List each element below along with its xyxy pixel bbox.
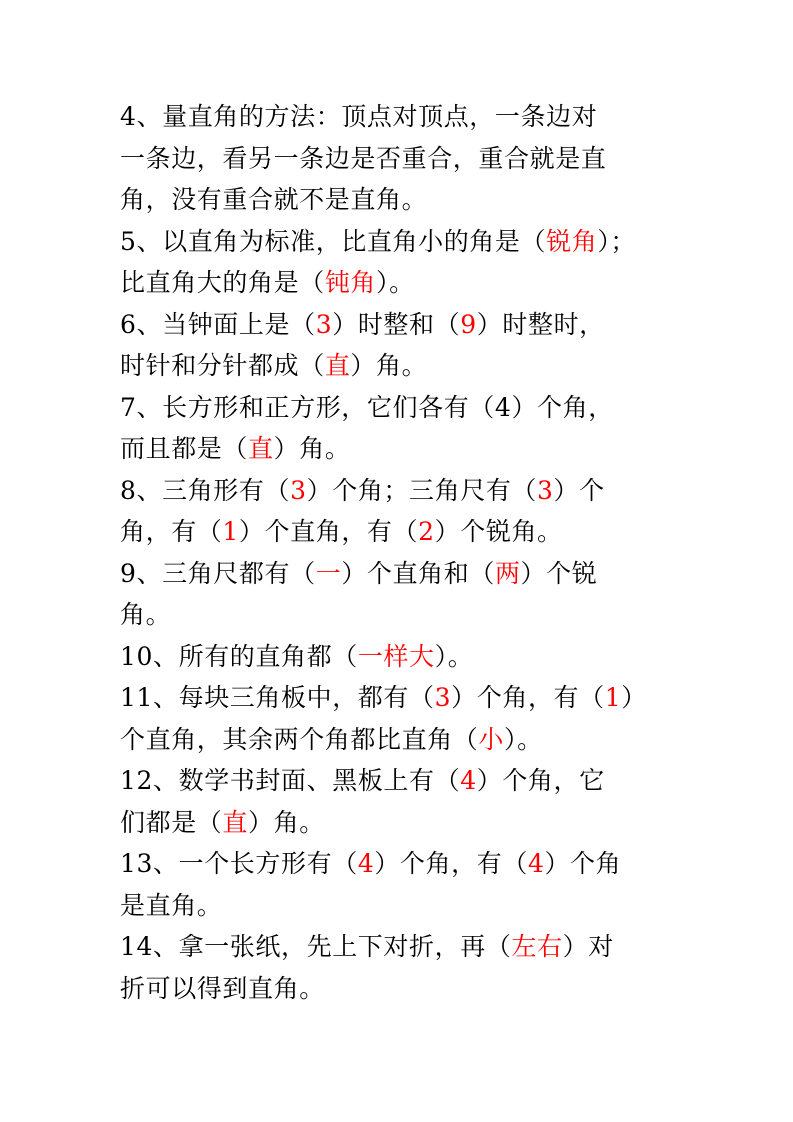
- question-text: 5、以直角为标准，比直角小的角是（: [120, 226, 547, 256]
- answer-text: 1: [222, 517, 239, 546]
- answer-text: 锐角: [546, 226, 598, 256]
- question-text: 6、当钟面上是（: [120, 309, 316, 339]
- question-text: ）个角，有（: [374, 849, 528, 878]
- question-text: 折可以得到直角。: [120, 973, 325, 1003]
- question-text: 11、每块三角板中，都有（: [120, 683, 435, 712]
- question-text: 角。: [120, 600, 172, 629]
- question-text: ）个角: [544, 849, 622, 878]
- document-body: [120, 96, 680, 1009]
- question-text: ）个: [553, 475, 605, 505]
- answer-text: 1: [604, 683, 622, 712]
- question-text: ）时整时，: [476, 309, 605, 339]
- answer-text: 直: [222, 807, 249, 837]
- answer-text: 3: [290, 475, 307, 505]
- question-text: 9、三角尺都有（: [120, 558, 316, 588]
- question-text: 8、三角形有（: [120, 475, 291, 505]
- text-line: [120, 636, 680, 678]
- question-text: 13、一个长方形有（: [120, 849, 358, 878]
- question-text: ）个直角，有（: [238, 517, 419, 546]
- question-text: 比直角大的角是（: [120, 268, 325, 297]
- text-line: [120, 179, 680, 221]
- question-text: 一条边，看另一条边是否重合，重合就是直: [120, 143, 607, 173]
- answer-text: 一: [315, 558, 342, 588]
- question-text: ）角。: [350, 351, 428, 380]
- question-text: ）角。: [248, 807, 325, 837]
- question-text: 角，有（: [120, 517, 223, 546]
- question-text: ）个角，: [511, 392, 614, 422]
- text-line: [120, 511, 680, 553]
- question-text: 时针和分针都成（: [120, 351, 325, 380]
- text-line: [120, 843, 680, 885]
- answer-text: 3: [434, 683, 452, 712]
- text-line: [120, 470, 680, 512]
- text-line: [120, 428, 680, 470]
- question-text: 7、长方形和正方形，它们各有（: [120, 392, 495, 422]
- question-text: 个直角，其余两个角都比直角（: [120, 724, 479, 754]
- question-text: 10、所有的直角都（: [120, 641, 358, 671]
- text-line: [120, 760, 680, 802]
- question-text: ）。: [376, 268, 415, 297]
- text-line: [120, 885, 680, 927]
- text-line: [120, 802, 680, 844]
- question-text: ）个锐角。: [434, 517, 563, 546]
- question-text: 12、数学书封面、黑板上有（: [120, 766, 461, 795]
- question-text: 4: [494, 392, 512, 422]
- question-text: ）个角，有（: [451, 683, 605, 712]
- text-line: [120, 553, 680, 595]
- text-line: [120, 926, 680, 968]
- text-line: [120, 221, 680, 263]
- question-text: ）: [621, 683, 647, 712]
- answer-text: 4: [460, 766, 477, 795]
- question-text: ）；: [597, 226, 637, 256]
- question-text: ）。: [504, 724, 543, 754]
- question-text: 而且都是（: [120, 434, 249, 463]
- answer-text: 3: [315, 309, 333, 339]
- question-text: ）个锐: [520, 558, 598, 588]
- question-text: ）角。: [273, 434, 351, 463]
- answer-text: 3: [537, 475, 554, 505]
- answer-text: 直: [248, 434, 274, 463]
- answer-text: 两: [494, 558, 521, 588]
- text-line: [120, 968, 680, 1010]
- answer-text: 一样大: [357, 641, 435, 671]
- text-line: [120, 262, 680, 304]
- answer-text: 左右: [511, 932, 563, 961]
- text-line: [120, 304, 680, 346]
- answer-text: 直: [324, 351, 351, 380]
- question-text: ）个角，它: [476, 766, 605, 795]
- answer-text: 4: [357, 849, 375, 878]
- text-line: [120, 719, 680, 761]
- text-line: [120, 96, 680, 138]
- question-text: 14、拿一张纸，先上下对折，再（: [120, 932, 512, 961]
- answer-text: 小: [478, 724, 505, 754]
- text-line: [120, 387, 680, 429]
- question-text: ）。: [434, 641, 474, 671]
- text-line: [120, 677, 680, 719]
- question-text: ）对: [562, 932, 614, 961]
- text-line: [120, 138, 680, 180]
- answer-text: 9: [460, 309, 477, 339]
- question-text: 是直角。: [120, 890, 223, 920]
- answer-text: 2: [418, 517, 435, 546]
- question-text: 4、量直角的方法：顶点对顶点，一条边对: [120, 102, 598, 131]
- question-text: 角，没有重合就不是直角。: [120, 185, 428, 214]
- question-text: ）时整和（: [332, 309, 461, 339]
- text-line: [120, 345, 680, 387]
- answer-text: 4: [527, 849, 545, 878]
- answer-text: 钝角: [324, 268, 377, 297]
- question-text: 们都是（: [120, 807, 223, 837]
- question-text: ）个直角和（: [341, 558, 495, 588]
- text-line: [120, 594, 680, 636]
- question-text: ）个角；三角尺有（: [306, 475, 538, 505]
